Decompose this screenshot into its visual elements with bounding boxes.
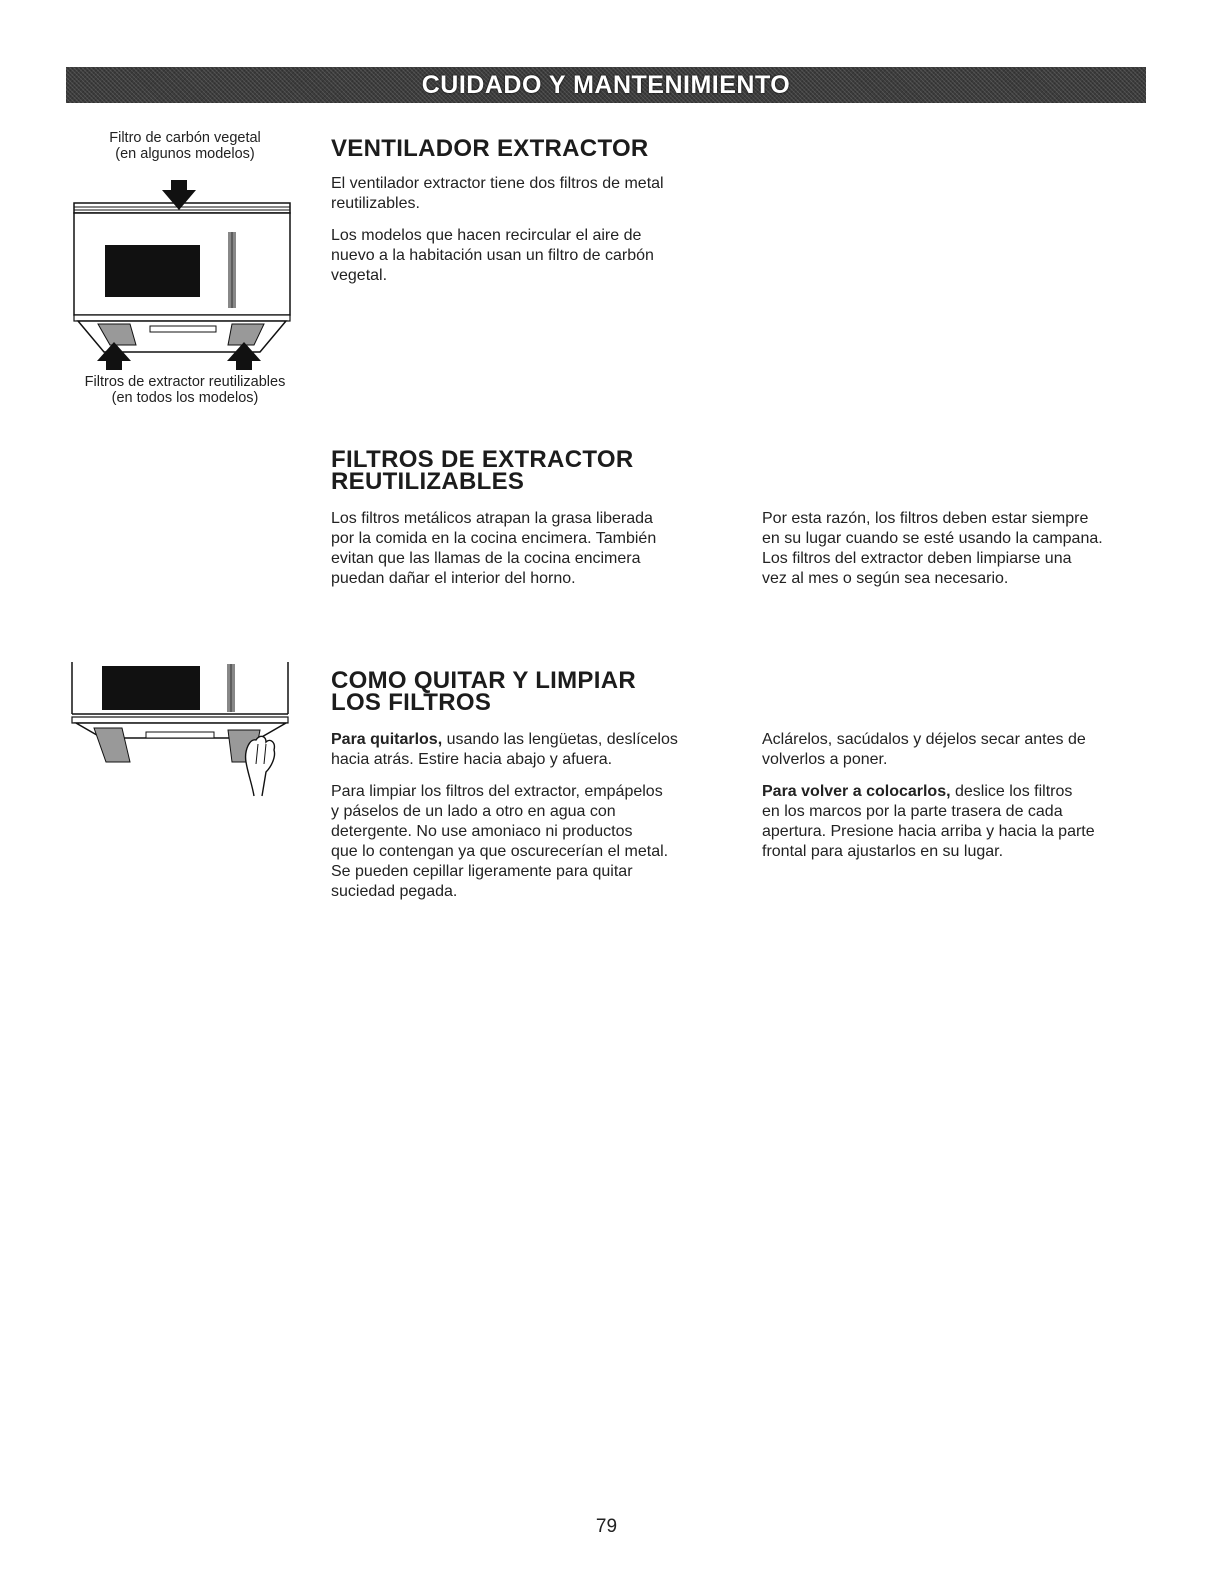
caption-line: Filtros de extractor reutilizables [84,374,286,390]
text-line: en su lugar cuando se esté usando la campana. [762,530,1103,547]
filtros-paragraph-2 [762,509,1182,589]
text-line: en los marcos por la parte trasera de cada [762,803,1063,820]
quitar-paragraph [331,730,751,770]
text-run: usando las lengüetas, deslícelos [442,731,678,748]
filtros-column-2 [762,509,1182,589]
microwave-filters-illustration [60,180,310,370]
section-banner [66,67,1146,103]
filtros-paragraph-1 [331,509,751,589]
ventilador-heading: VENTILADOR EXTRACTOR [331,135,649,162]
lead-text: Para volver a colocarlos, [762,783,951,800]
ventilador-paragraph-2 [331,226,751,286]
caption-line: (en todos los modelos) [111,390,259,406]
banner-title: CUIDADO Y MANTENIMIENTO [421,70,791,99]
caption-line: Filtro de carbón vegetal [109,130,261,146]
text-line: El ventilador extractor tiene dos filtros de metal [331,175,664,192]
aclarar-paragraph [762,730,1182,770]
text-line: evitan que las llamas de la cocina encimera [331,550,641,567]
colocar-paragraph [762,782,1182,862]
heading-line: LOS FILTROS [331,689,492,716]
limpiar-paragraph [331,782,751,902]
text-line: detergente. No use amoniaco ni productos [331,823,633,840]
text-line: Por esta razón, los filtros deben estar siempre [762,510,1089,527]
ventilador-paragraph-1 [331,174,751,214]
text-line: puedan dañar el interior del horno. [331,570,576,587]
text-line: Para limpiar los filtros del extractor, empápelos [331,783,663,800]
ventilador-body [331,174,751,286]
charcoal-filter-caption [60,130,310,162]
filtros-heading [331,446,634,495]
text-line: nuevo a la habitación usan un filtro de carbón [331,247,654,264]
lead-text: Para quitarlos, [331,731,443,748]
text-line: volverlos a poner. [762,751,888,768]
text-line: apertura. Presione hacia arriba y hacia la parte [762,823,1095,840]
text-line: frontal para ajustarlos en su lugar. [762,843,1004,860]
text-line: Los filtros metálicos atrapan la grasa liberada [331,510,653,527]
text-line: que lo contengan ya que oscurecerían el metal. [331,843,669,860]
filter-removal-illustration [70,662,295,797]
text-line: suciedad pegada. [331,883,458,900]
text-line: Los modelos que hacen recircular el aire de [331,227,642,244]
como-quitar-heading [331,667,636,716]
heading-line: FILTROS DE EXTRACTOR [331,446,634,473]
text-line: por la comida en la cocina encimera. También [331,530,657,547]
text-line: reutilizables. [331,195,420,212]
text-run: deslice los filtros [950,783,1073,800]
filtros-column-1 [331,509,751,589]
page-number: 79 [595,1516,618,1537]
text-line: vegetal. [331,267,388,284]
text-line: vez al mes o según sea necesario. [762,570,1009,587]
caption-line: (en algunos modelos) [115,146,255,162]
metal-filters-caption [60,374,310,406]
como-quitar-column-1 [331,730,751,902]
text-line: hacia atrás. Estire hacia abajo y afuera. [331,751,613,768]
como-quitar-column-2 [762,730,1182,862]
text-line: y páselos de un lado a otro en agua con [331,803,616,820]
heading-line: REUTILIZABLES [331,468,525,495]
text-line: Aclárelos, sacúdalos y déjelos secar antes de [762,731,1086,748]
text-line: Se pueden cepillar ligeramente para quitar [331,863,633,880]
heading-line: COMO QUITAR Y LIMPIAR [331,667,636,694]
text-line: Los filtros del extractor deben limpiarse una [762,550,1072,567]
